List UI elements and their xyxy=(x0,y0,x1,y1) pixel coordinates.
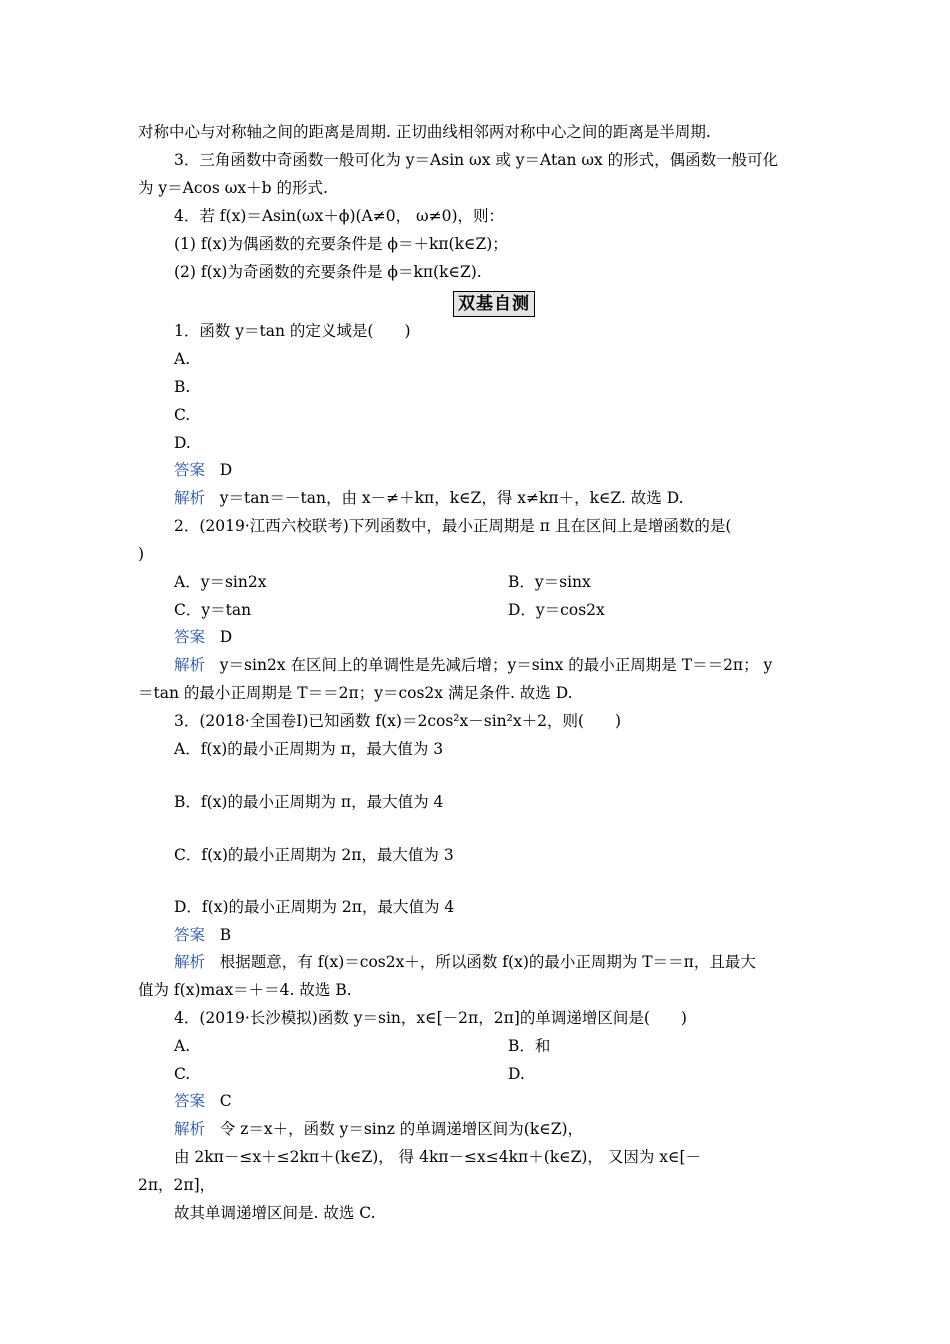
answer-label: 答案 xyxy=(174,926,206,944)
section-title: 双基自测 xyxy=(453,291,535,317)
explanation-text: 根据题意，有 f(x)＝cos2x＋，所以函数 f(x)的最小正周期为 T＝＝π，且最大 xyxy=(219,953,756,971)
intro-line-4: 4．若 f(x)＝Asin(ωx＋ϕ)(A≠0， ω≠0)，则： xyxy=(174,207,505,225)
q3-option-d: D．f(x)的最小正周期为 2π，最大值为 4 xyxy=(174,898,455,916)
q3-answer xyxy=(174,925,231,945)
q4-explanation-line-1 xyxy=(174,1119,583,1139)
answer-label: 答案 xyxy=(174,1092,206,1110)
answer-label: 答案 xyxy=(174,628,206,646)
q2-answer xyxy=(174,627,232,647)
q3-option-c: C．f(x)的最小正周期为 2π，最大值为 3 xyxy=(174,846,454,864)
answer-value: D xyxy=(219,628,233,646)
intro-line-2: 3．三角函数中奇函数一般可化为 y＝Asin ωx 或 y＝Atan ωx 的形式，偶函数一般可化 xyxy=(174,151,779,169)
intro-line-5: (1) f(x)为偶函数的充要条件是 ϕ＝＋kπ(k∈Z)； xyxy=(174,235,508,253)
q2-explanation-line-1 xyxy=(174,655,772,675)
q4-option-d: D. xyxy=(508,1065,525,1083)
answer-value: D xyxy=(219,461,233,479)
q2-option-d: D．y＝cos2x xyxy=(508,601,605,619)
q2-explanation-line-2: ＝tan 的最小正周期是 T＝＝2π；y＝cos2x 满足条件. 故选 D. xyxy=(138,684,573,702)
explanation-label: 解析 xyxy=(174,953,206,971)
explanation-text: y＝sin2x 在区间上的单调性是先减后增；y＝sinx 的最小正周期是 T＝＝2π； y xyxy=(219,656,773,674)
q3-explanation-line-2: 值为 f(x)max＝＋＝4. 故选 B. xyxy=(138,981,352,999)
q1-option-a: A. xyxy=(174,350,191,368)
q4-explanation-line-4: 故其单调递增区间是. 故选 C. xyxy=(174,1204,376,1222)
explanation-text: y＝tan＝－tan，由 x－≠＋kπ，k∈Z，得 x≠kπ＋，k∈Z. 故选 D. xyxy=(219,489,684,507)
q4-explanation-line-2: 由 2kπ－≤x＋≤2kπ＋(k∈Z)， 得 4kπ－≤x≤4kπ＋(k∈Z)， 又因为 x∈[－ xyxy=(174,1148,702,1166)
q1-stem: 1．函数 y＝tan 的定义域是( ) xyxy=(174,322,411,340)
q4-stem: 4．(2019·长沙模拟)函数 y＝sin，x∈[－2π，2π]的单调递增区间是( ) xyxy=(174,1009,687,1027)
q4-option-b: B．和 xyxy=(508,1037,551,1055)
explanation-text: 令 z＝x＋，函数 y＝sinz 的单调递增区间为(k∈Z)， xyxy=(219,1120,584,1138)
explanation-label: 解析 xyxy=(174,489,206,507)
explanation-label: 解析 xyxy=(174,656,206,674)
intro-line-6: (2) f(x)为奇函数的充要条件是 ϕ＝kπ(k∈Z). xyxy=(174,263,482,281)
q4-explanation-line-3: 2π，2π]， xyxy=(138,1176,216,1194)
intro-line-1: 对称中心与对称轴之间的距离是周期. 正切曲线相邻两对称中心之间的距离是半周期. xyxy=(138,123,711,141)
intro-line-3: 为 y＝Acos ωx＋b 的形式. xyxy=(138,179,328,197)
q2-option-a: A．y＝sin2x xyxy=(174,573,267,591)
q2-stem-line-2: ) xyxy=(138,545,145,563)
q1-option-c: C. xyxy=(174,406,191,424)
q3-option-a: A．f(x)的最小正周期为 π，最大值为 3 xyxy=(174,740,444,758)
q1-option-b: B. xyxy=(174,378,191,396)
q3-stem: 3．(2018·全国卷Ⅰ)已知函数 f(x)＝2cos²x－sin²x＋2，则( ) xyxy=(174,712,622,730)
q2-option-b: B．y＝sinx xyxy=(508,573,591,591)
answer-value: C xyxy=(219,1092,232,1110)
q1-answer xyxy=(174,460,232,480)
q2-stem-line-1: 2．(2019·江西六校联考)下列函数中，最小正周期是 π 且在区间上是增函数的是( xyxy=(174,517,732,535)
answer-label: 答案 xyxy=(174,461,206,479)
q4-answer xyxy=(174,1091,232,1111)
answer-value: B xyxy=(219,926,232,944)
q4-option-c: C. xyxy=(174,1065,191,1083)
q3-option-b: B．f(x)的最小正周期为 π，最大值为 4 xyxy=(174,793,444,811)
q3-explanation-line-1 xyxy=(174,952,756,972)
q1-option-d: D. xyxy=(174,434,191,452)
explanation-label: 解析 xyxy=(174,1120,206,1138)
q1-explanation xyxy=(174,488,684,508)
q2-option-c: C．y＝tan xyxy=(174,601,252,619)
q4-option-a: A. xyxy=(174,1037,191,1055)
